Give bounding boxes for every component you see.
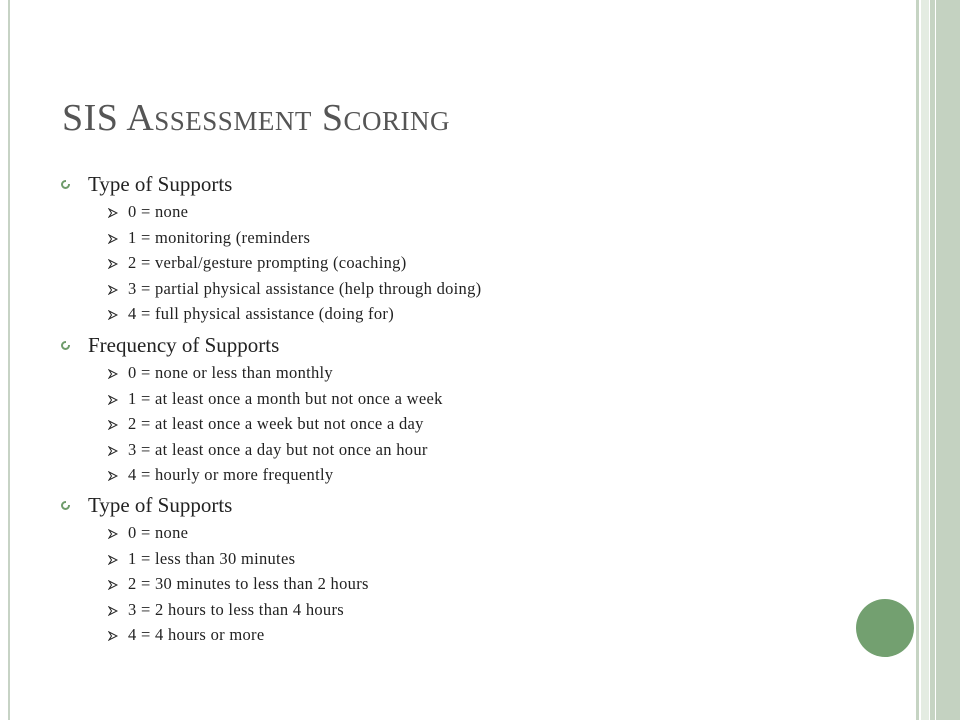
arrow-bullet-icon bbox=[108, 631, 118, 641]
decorative-circle bbox=[856, 599, 914, 657]
section-heading: Type of Supports bbox=[88, 493, 233, 517]
arrow-bullet-icon bbox=[108, 234, 118, 244]
list-item: 4 = 4 hours or more bbox=[128, 625, 265, 644]
list-item: 2 = 30 minutes to less than 2 hours bbox=[128, 574, 369, 593]
arrow-bullet-icon bbox=[108, 420, 118, 430]
arrow-bullet-icon bbox=[108, 285, 118, 295]
arrow-bullet-icon bbox=[108, 369, 118, 379]
list-item: 1 = less than 30 minutes bbox=[128, 548, 296, 568]
list-item: 1 = monitoring (reminders bbox=[128, 227, 311, 247]
list-item: 0 = none or less than monthly bbox=[128, 363, 333, 382]
arrow-bullet-icon bbox=[108, 606, 118, 616]
arrow-bullet-icon bbox=[108, 446, 118, 456]
arrow-bullet-icon bbox=[108, 259, 118, 269]
decorative-stripe bbox=[936, 0, 960, 720]
section-bullet-icon bbox=[61, 180, 70, 189]
list-item: 2 = verbal/gesture prompting (coaching) bbox=[128, 253, 407, 272]
list-item: 3 = partial physical assistance (help through doing) bbox=[128, 278, 482, 298]
arrow-bullet-icon bbox=[108, 395, 118, 405]
list-item: 1 = at least once a month but not once a week bbox=[128, 388, 443, 408]
arrow-bullet-icon bbox=[108, 555, 118, 565]
section-bullet-icon bbox=[61, 341, 70, 350]
arrow-bullet-icon bbox=[108, 208, 118, 218]
list-item: 3 = 2 hours to less than 4 hours bbox=[128, 599, 344, 619]
list-item: 0 = none bbox=[128, 202, 189, 221]
slide-title: SIS Assessment Scoring bbox=[62, 97, 450, 139]
list-item: 4 = full physical assistance (doing for) bbox=[128, 304, 394, 323]
arrow-bullet-icon bbox=[108, 471, 118, 481]
list-item: 4 = hourly or more frequently bbox=[128, 465, 334, 484]
arrow-bullet-icon bbox=[108, 580, 118, 590]
decorative-stripe bbox=[916, 0, 919, 720]
list-item: 3 = at least once a day but not once an hour bbox=[128, 439, 428, 459]
section-heading: Frequency of Supports bbox=[88, 333, 280, 357]
section-heading: Type of Supports bbox=[88, 172, 233, 196]
list-item: 2 = at least once a week but not once a day bbox=[128, 414, 424, 433]
arrow-bullet-icon bbox=[108, 310, 118, 320]
arrow-bullet-icon bbox=[108, 529, 118, 539]
section-bullet-icon bbox=[61, 501, 70, 510]
list-item: 0 = none bbox=[128, 523, 189, 542]
decorative-stripe bbox=[930, 0, 935, 720]
left-border-line bbox=[8, 0, 10, 720]
decorative-stripe bbox=[921, 0, 929, 720]
